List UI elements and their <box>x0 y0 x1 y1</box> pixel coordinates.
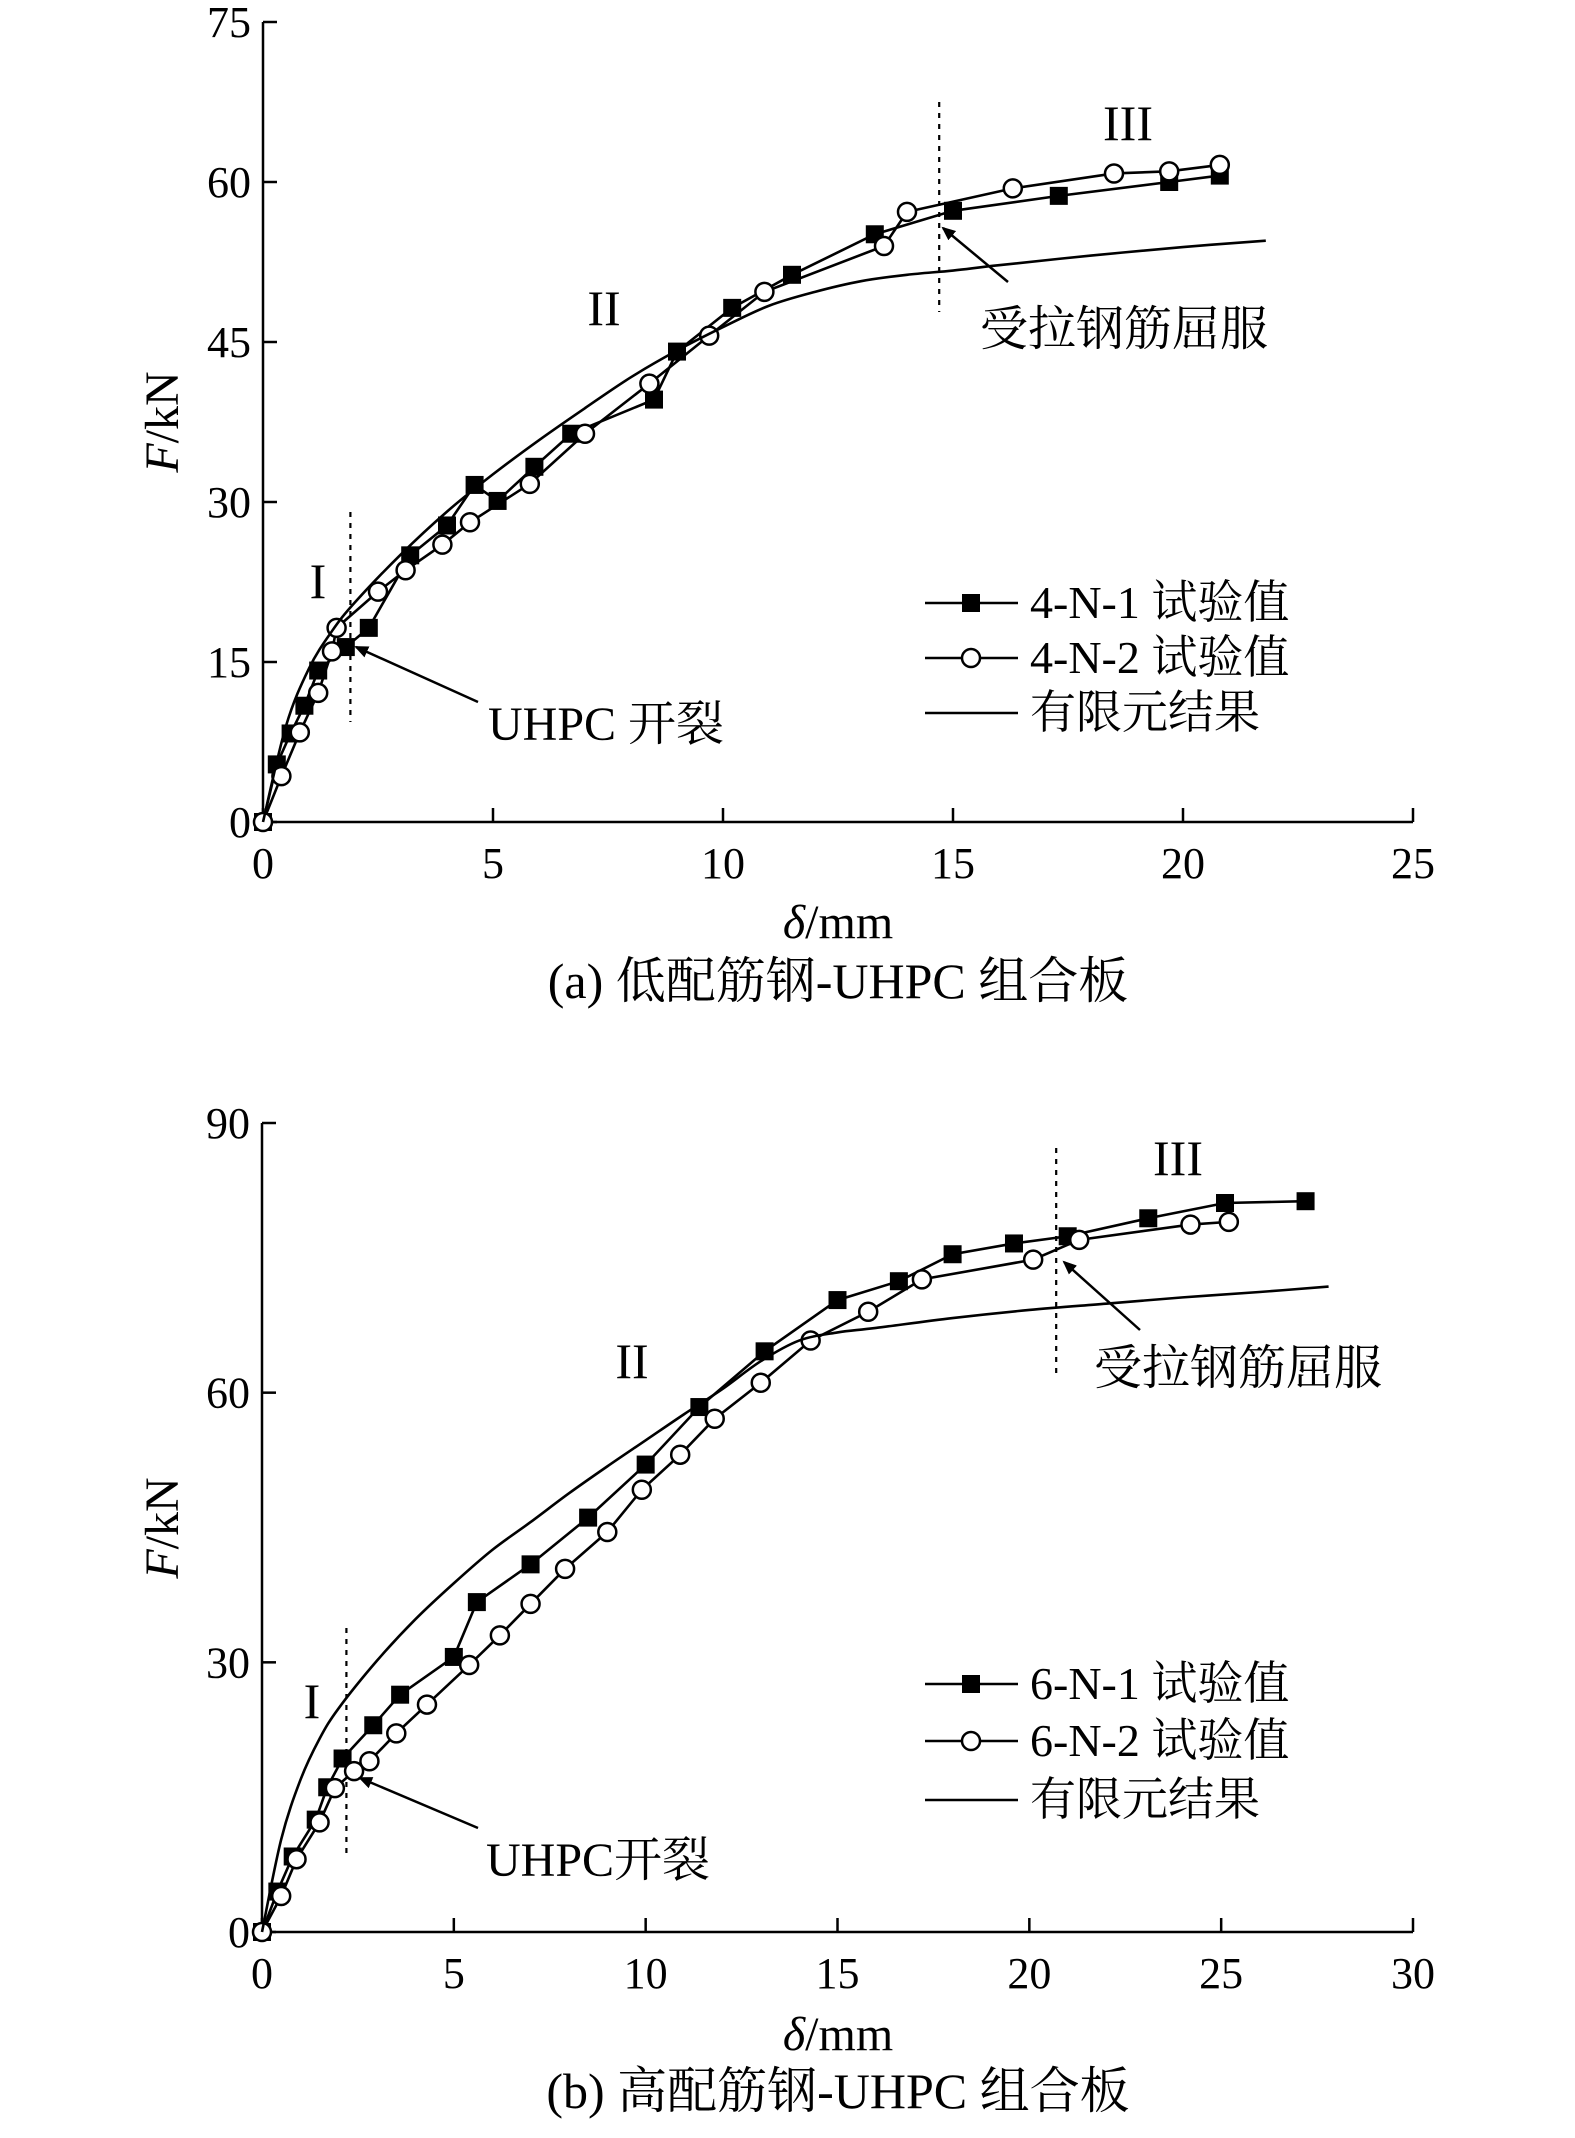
data-point-square <box>1050 187 1068 205</box>
legend-a <box>925 577 1289 738</box>
data-point-square <box>1139 1209 1157 1227</box>
series-b <box>253 1192 1329 1941</box>
yield-label-b: 受拉钢筋屈服 <box>1094 1342 1383 1395</box>
crack-arrow-a <box>356 647 478 702</box>
data-point-circle <box>640 375 658 393</box>
x-tick-label: 5 <box>482 839 504 888</box>
data-point-square <box>944 202 962 220</box>
y-tick-label: 0 <box>229 798 251 847</box>
data-point-circle <box>1211 156 1229 174</box>
legend-marker-circle <box>962 1732 980 1750</box>
yield-label-a: 受拉钢筋屈服 <box>980 303 1269 356</box>
data-point-circle <box>1070 1231 1088 1249</box>
x-tick-label: 15 <box>931 839 975 888</box>
data-point-square <box>829 1291 847 1309</box>
x-tick-label: 10 <box>701 839 745 888</box>
data-point-circle <box>755 283 773 301</box>
chart-panel-b <box>136 1099 1435 2119</box>
data-point-circle <box>272 1887 290 1905</box>
data-point-circle <box>288 1850 306 1868</box>
y-tick-label: 60 <box>207 158 251 207</box>
data-point-circle <box>1181 1216 1199 1234</box>
legend-b <box>925 1658 1289 1825</box>
data-point-circle <box>898 203 916 221</box>
data-point-circle <box>460 1656 478 1674</box>
series-line <box>262 1222 1229 1932</box>
plot-area-b <box>206 1099 1435 1998</box>
legend-label-fem-b: 有限元结果 <box>1030 1774 1260 1825</box>
data-point-circle <box>598 1523 616 1541</box>
legend-label-4-n-2: 4-N-2 试验值 <box>1030 632 1290 683</box>
stage-label-ii-a: II <box>587 280 621 336</box>
data-point-square <box>723 299 741 317</box>
caption-b: (b) 高配筋钢-UHPC 组合板 <box>546 2063 1130 2119</box>
data-point-square <box>1216 1194 1234 1212</box>
data-point-circle <box>633 1481 651 1499</box>
y-tick-label: 0 <box>228 1908 250 1957</box>
data-point-circle <box>576 425 594 443</box>
data-point-circle <box>1004 179 1022 197</box>
y-tick-label: 90 <box>206 1099 250 1148</box>
data-point-circle <box>913 1270 931 1288</box>
data-point-circle <box>461 513 479 531</box>
data-point-square <box>364 1716 382 1734</box>
data-point-circle <box>521 475 539 493</box>
data-point-circle <box>433 536 451 554</box>
y-tick-label: 30 <box>207 478 251 527</box>
x-ticks-a <box>252 808 1435 888</box>
x-axis-label-b: δ/mm <box>782 2008 894 2061</box>
legend-label-4-n-1: 4-N-1 试验值 <box>1030 577 1290 628</box>
x-tick-label: 25 <box>1391 839 1435 888</box>
data-point-square <box>1297 1192 1315 1210</box>
chart-panel-a <box>136 0 1435 1009</box>
crack-label-a: UHPC 开裂 <box>488 698 725 751</box>
data-point-circle <box>397 561 415 579</box>
yield-arrow-b <box>1064 1262 1140 1330</box>
data-point-circle <box>1024 1251 1042 1269</box>
y-axis-label-a: F/kN <box>136 371 189 473</box>
data-point-square <box>391 1686 409 1704</box>
data-point-square <box>637 1456 655 1474</box>
stage-label-ii-b: II <box>615 1333 649 1389</box>
data-point-circle <box>323 642 341 660</box>
data-point-square <box>890 1272 908 1290</box>
crack-label-b: UHPC开裂 <box>486 1834 711 1887</box>
data-point-circle <box>522 1595 540 1613</box>
y-tick-label: 45 <box>207 318 251 367</box>
x-tick-label: 0 <box>251 1949 273 1998</box>
x-tick-label: 30 <box>1391 1949 1435 1998</box>
data-point-square <box>438 516 456 534</box>
x-tick-label: 20 <box>1161 839 1205 888</box>
data-point-circle <box>309 684 327 702</box>
data-point-circle <box>1160 162 1178 180</box>
legend-marker-circle <box>962 649 980 667</box>
data-point-square <box>944 1245 962 1263</box>
data-point-square <box>579 1509 597 1527</box>
x-ticks-b <box>251 1918 1435 1998</box>
yield-arrow-a <box>943 228 1008 282</box>
data-point-square <box>1005 1234 1023 1252</box>
x-axis-label-a: δ/mm <box>782 896 894 949</box>
data-point-circle <box>556 1560 574 1578</box>
y-tick-label: 15 <box>207 638 251 687</box>
stage-label-i-a: I <box>309 553 327 609</box>
x-tick-label: 10 <box>623 1949 668 1998</box>
x-tick-label: 25 <box>1199 1949 1244 1998</box>
plot-area-a <box>207 0 1435 888</box>
legend-marker-square <box>962 594 980 612</box>
data-point-circle <box>418 1696 436 1714</box>
data-point-circle <box>859 1303 877 1321</box>
y-ticks-a <box>207 0 277 847</box>
data-point-circle <box>706 1410 724 1428</box>
data-point-circle <box>491 1626 509 1644</box>
data-point-circle <box>326 1779 344 1797</box>
legend-label-fem-a: 有限元结果 <box>1030 687 1260 738</box>
data-point-circle <box>1105 164 1123 182</box>
data-point-circle <box>802 1332 820 1350</box>
legend-marker-square <box>962 1675 980 1693</box>
data-point-circle <box>1220 1213 1238 1231</box>
x-tick-label: 0 <box>252 839 274 888</box>
stage-label-iii-b: III <box>1153 1130 1203 1186</box>
data-point-circle <box>291 723 309 741</box>
y-ticks-b <box>206 1099 276 1957</box>
data-point-circle <box>360 1752 378 1770</box>
data-point-square <box>468 1593 486 1611</box>
stage-label-iii-a: III <box>1103 95 1153 151</box>
legend-label-6-n-1: 6-N-1 试验值 <box>1030 1658 1290 1709</box>
stage-guides-a <box>350 102 939 722</box>
y-tick-label: 60 <box>206 1368 250 1418</box>
data-point-square <box>360 619 378 637</box>
data-point-circle <box>752 1374 770 1392</box>
data-point-circle <box>671 1446 689 1464</box>
y-axis-label-b: F/kN <box>136 1477 189 1579</box>
data-point-circle <box>311 1813 329 1831</box>
legend-label-6-n-2: 6-N-2 试验值 <box>1030 1715 1290 1766</box>
crack-arrow-b <box>360 1778 478 1828</box>
y-tick-label: 30 <box>206 1638 250 1688</box>
x-tick-label: 20 <box>1007 1949 1052 1998</box>
caption-a: (a) 低配筋钢-UHPC 组合板 <box>547 953 1129 1009</box>
data-point-circle <box>387 1724 405 1742</box>
y-tick-label: 75 <box>207 0 251 47</box>
x-tick-label: 15 <box>815 1949 860 1998</box>
x-tick-label: 5 <box>442 1949 465 1998</box>
data-point-circle <box>875 237 893 255</box>
stage-label-i-b: I <box>303 1673 321 1729</box>
data-point-square <box>522 1555 540 1573</box>
